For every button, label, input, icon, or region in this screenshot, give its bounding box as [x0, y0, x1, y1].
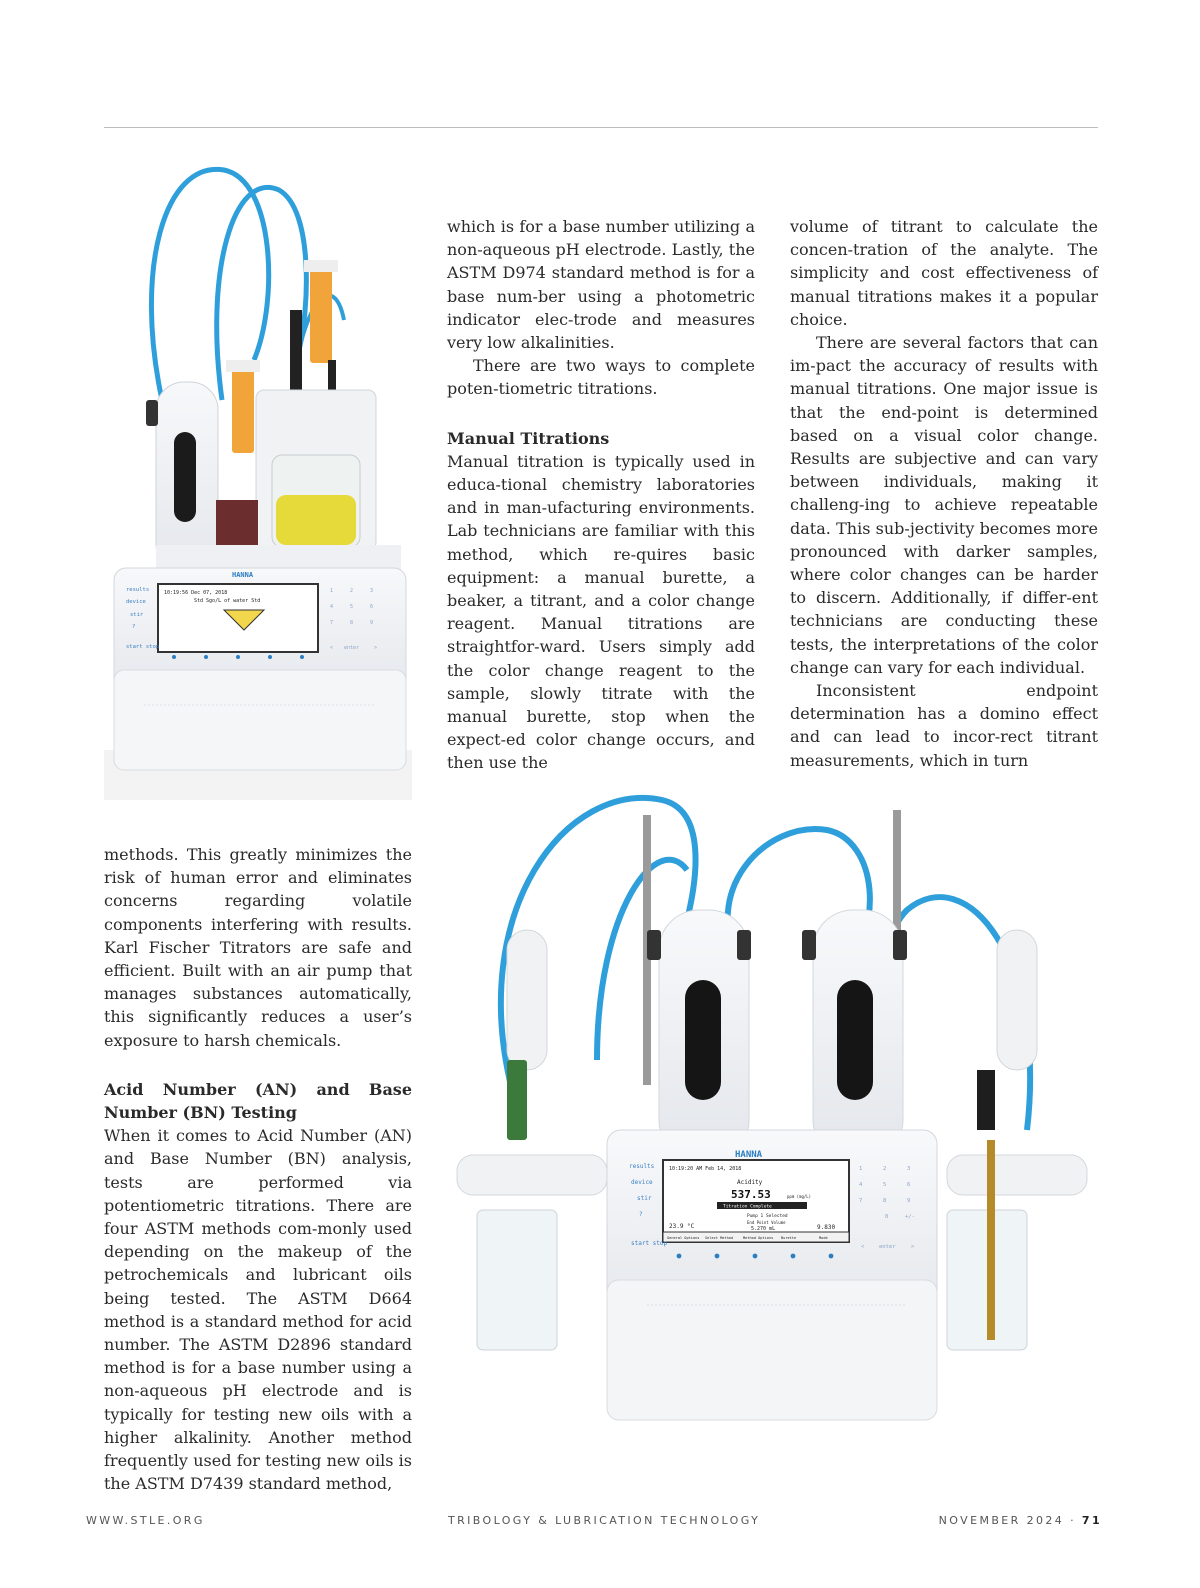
footer-website: WWW.STLE.ORG — [86, 1514, 205, 1527]
key-help: ? — [132, 624, 136, 630]
key-stir: stir — [637, 1195, 652, 1202]
paragraph: Inconsistent endpoint determination has a domino effect and can lead to incor-rect titrant measurements, which in turn — [790, 681, 1098, 770]
text-column-a — [447, 215, 755, 775]
footer-separator: · — [1070, 1514, 1076, 1527]
text-column-c — [104, 843, 412, 1495]
key-results: results — [126, 587, 150, 593]
key-help: ? — [639, 1211, 643, 1218]
footer-date: NOVEMBER 2024 — [938, 1514, 1065, 1527]
endpoint-value: 5.270 mL — [751, 1226, 776, 1232]
header-rule — [104, 127, 1098, 128]
nav-enter: enter — [879, 1244, 896, 1250]
nav-left: < — [330, 645, 334, 651]
softkey-method-options: Method Options — [743, 1236, 774, 1240]
paragraph: When it comes to Acid Number (AN) and Base Number (BN) analysis, tests are performed via potentiometric titrations. There are four ASTM methods com-monly used depending on the makeup of the petrochemicals and lubricant oils being tested. The ASTM D664 method is a standard method for acid number. The ASTM D2896 standard method is for a base number using a non-aqueous pH electrode and is typically for testing new oils with a higher alkalinity. Another method frequently used for testing new oils is the ASTM D7439 standard method, — [104, 1126, 412, 1494]
key-3: 3 — [370, 588, 374, 594]
key-start-stop: start stop — [126, 644, 160, 650]
key-7: 7 — [330, 620, 334, 626]
titrator-photo-top — [104, 150, 412, 800]
key-0: 0 — [885, 1214, 889, 1220]
paragraph: which is for a base number utilizing a non-aqueous pH electrode. Lastly, the ASTM D974 standard method is for a base num-ber using a photometric indicator elec-trode and measures very low alkalinities. — [447, 217, 755, 353]
key-9: 9 — [370, 620, 374, 626]
key-4: 4 — [859, 1182, 863, 1188]
paragraph: volume of titrant to calculate the concen-tration of the analyte. The simplicity and cost effectiveness of manual titrations makes it a popular choice. — [790, 217, 1098, 329]
nav-left: < — [861, 1244, 865, 1250]
key-device: device — [126, 599, 146, 605]
mv-value: 9.830 — [817, 1224, 836, 1231]
key-stir: stir — [130, 612, 144, 618]
key-plus-minus: +/- — [905, 1214, 915, 1220]
reading-value: 537.53 — [731, 1188, 771, 1201]
section-heading-manual-titrations: Manual Titrations — [447, 428, 610, 448]
key-2: 2 — [883, 1166, 887, 1172]
key-7: 7 — [859, 1198, 863, 1204]
footer-issue — [939, 1514, 1102, 1527]
text-column-b — [790, 215, 1098, 772]
status-text: Titration Complete — [723, 1204, 772, 1210]
endpoint-label: End Point Volume — [747, 1220, 786, 1225]
section-heading-an-bn-testing: Acid Number (AN) and Base Number (BN) Testing — [104, 1079, 412, 1123]
page-number: 71 — [1081, 1514, 1102, 1527]
paragraph: There are several factors that can im-pact the accuracy of results with manual titrations. One major issue is that the end-point is determined based on a visual color change. Results are subjective and can vary between individuals, making it challeng-ing to achieve repeatable data. This sub-jectivity becomes more pronounced with darker samples, where color changes can be harder to discern. Additionally, if differ-ent technicians are conducting these tests, the interpretations of the color change can vary for each individual. — [790, 333, 1098, 677]
screen-date: 10:19:56 Dec 07, 2018 — [164, 590, 228, 596]
key-6: 6 — [370, 604, 374, 610]
brand-logo: HANNA — [735, 1150, 763, 1160]
reading-unit: ppm (mg/L) — [787, 1194, 812, 1199]
key-6: 6 — [907, 1182, 911, 1188]
key-8: 8 — [883, 1198, 887, 1204]
softkey-mode: Mode — [819, 1236, 828, 1240]
paragraph: methods. This greatly minimizes the risk of human error and eliminates concerns regarding volatile components interfering with results. Karl Fischer Titrators are safe and efficient. Built with an air pump that manages substances automatically, this significantly reduces a user’s exposure to harsh chemicals. — [104, 845, 412, 1050]
paragraph: There are two ways to complete poten-tiometric titrations. — [447, 356, 755, 399]
key-1: 1 — [859, 1166, 863, 1172]
screen-date: 10:19:20 AM Feb 14, 2018 — [669, 1166, 742, 1172]
nav-right: > — [911, 1244, 915, 1250]
key-device: device — [631, 1179, 653, 1186]
key-4: 4 — [330, 604, 334, 610]
nav-right: > — [374, 645, 378, 651]
measure-label: Acidity — [737, 1179, 763, 1186]
titrator-photo-bottom — [447, 760, 1098, 1440]
softkey-select-method: Select Method — [705, 1236, 734, 1240]
key-8: 8 — [350, 620, 354, 626]
brand-logo: HANNA — [232, 571, 254, 579]
screen-title: Std Sgo/L of water Std — [194, 598, 261, 604]
key-3: 3 — [907, 1166, 911, 1172]
key-1: 1 — [330, 588, 334, 594]
key-9: 9 — [907, 1198, 911, 1204]
paragraph: Manual titration is typically used in educa-tional chemistry laboratories and in man-ufacturing environments. Lab technicians are familiar with this method, which re-quires basic equipment: a manual burette, a beaker, a titrant, and a color change reagent. Manual titrations are straightfor-ward. Users simply add the color change reagent to the sample, slowly titrate with the manual burette, stop when the expect-ed color change occurs, and then use the — [447, 451, 755, 773]
key-results: results — [629, 1163, 655, 1170]
nav-enter: enter — [344, 645, 360, 651]
pump-status: Pump 1 Selected — [747, 1214, 788, 1219]
temperature: 23.9 °C — [669, 1223, 695, 1230]
key-start-stop: start stop — [631, 1240, 668, 1247]
key-5: 5 — [883, 1182, 887, 1188]
softkey-general-options: General Options — [667, 1236, 700, 1240]
footer-publication: TRIBOLOGY & LUBRICATION TECHNOLOGY — [448, 1514, 761, 1527]
key-2: 2 — [350, 588, 354, 594]
key-5: 5 — [350, 604, 354, 610]
softkey-burette: Burette — [781, 1236, 797, 1240]
